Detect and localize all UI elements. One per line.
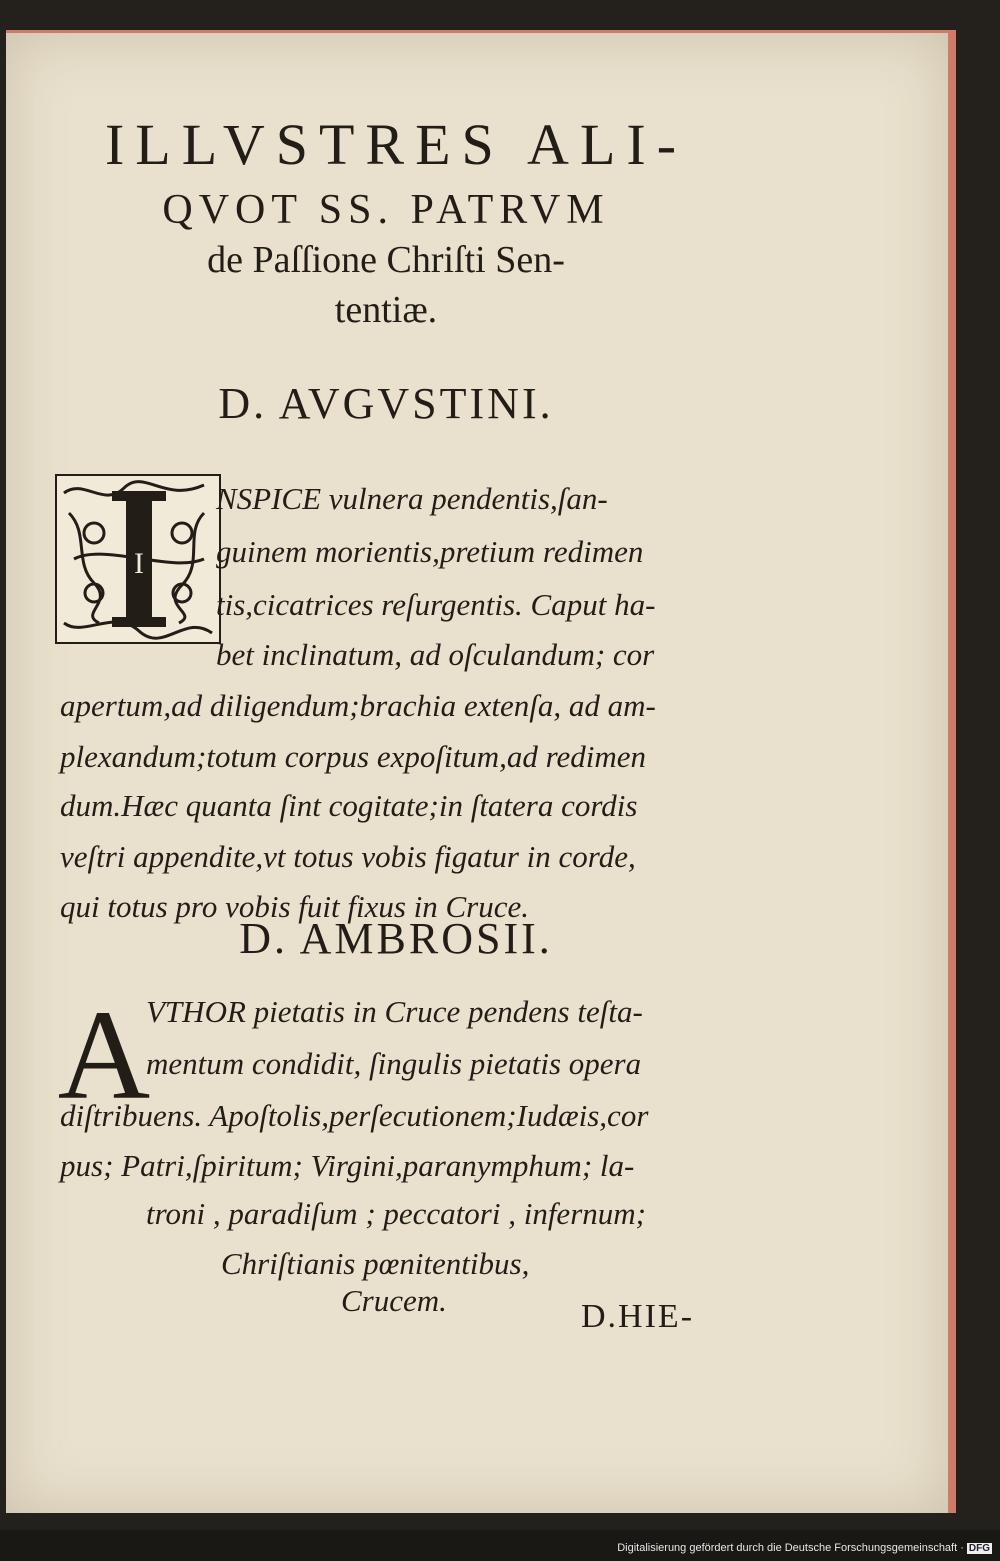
- augustini-line-8: veſtri appendite,vt totus vobis figatur in corde,: [60, 839, 636, 874]
- ambrosii-line-5: troni , paradiſum ; peccatori , infernum;: [146, 1196, 646, 1231]
- title-line-2: QVOT SS. PATRVM: [162, 187, 610, 233]
- title-line-4: tentiæ.: [334, 289, 438, 331]
- heading-augustini: D. AVGVSTINI.: [218, 379, 554, 428]
- initial-a-letter: A: [58, 988, 150, 1106]
- ambrosii-line-3: diſtribuens. Apoſtolis,perſecutionem;Iudæis,cor: [60, 1098, 649, 1133]
- ambrosii-line-2: mentum condidit, ſingulis pietatis opera: [146, 1046, 642, 1081]
- catchword: D.HIE-: [581, 1298, 695, 1335]
- augustini-line-9: qui totus pro vobis fuit fixus in Cruce.: [60, 889, 530, 924]
- footer-text: Digitalisierung gefördert durch die Deutsche Forschungsgemeinschaft ·: [617, 1542, 964, 1554]
- heading-ambrosii: D. AMBROSII.: [239, 914, 553, 963]
- augustini-line-4: bet inclinatum, ad oſculandum; cor: [216, 637, 655, 672]
- initial-a: [58, 988, 150, 1106]
- augustini-line-1: NSPICE vulnera pendentis,ſan-: [216, 481, 608, 516]
- augustini-line-3: tis,cicatrices reſurgentis. Caput ha-: [216, 587, 656, 622]
- ambrosii-line-1: VTHOR pietatis in Cruce pendens teſta-: [146, 994, 643, 1029]
- digitization-footer: [592, 1542, 992, 1554]
- augustini-line-2: guinem morientis,pretium redimen: [216, 534, 644, 569]
- ambrosii-line-6: Chriſtianis pœnitentibus,: [221, 1246, 530, 1281]
- book-page: [6, 30, 956, 1513]
- initial-i-letter: I: [134, 547, 144, 580]
- augustini-line-5: apertum,ad diligendum;brachia extenſa, ad am-: [60, 688, 656, 723]
- title-line-1: ILLVSTRES ALI-: [104, 112, 688, 177]
- ambrosii-line-7: Crucem.: [341, 1283, 447, 1318]
- augustini-line-6: plexandum;totum corpus expoſitum,ad redimen: [60, 739, 647, 774]
- dfg-logo: DFG: [968, 1543, 990, 1554]
- augustini-line-7: dum.Hæc quanta ſint cogitate;in ſtatera cordis: [60, 788, 638, 823]
- title-line-3: de Paſſione Chriſti Sen-: [207, 239, 565, 281]
- ambrosii-line-4: pus; Patri,ſpiritum; Virgini,paranymphum; la-: [60, 1148, 635, 1183]
- decorated-initial-i: [54, 473, 222, 645]
